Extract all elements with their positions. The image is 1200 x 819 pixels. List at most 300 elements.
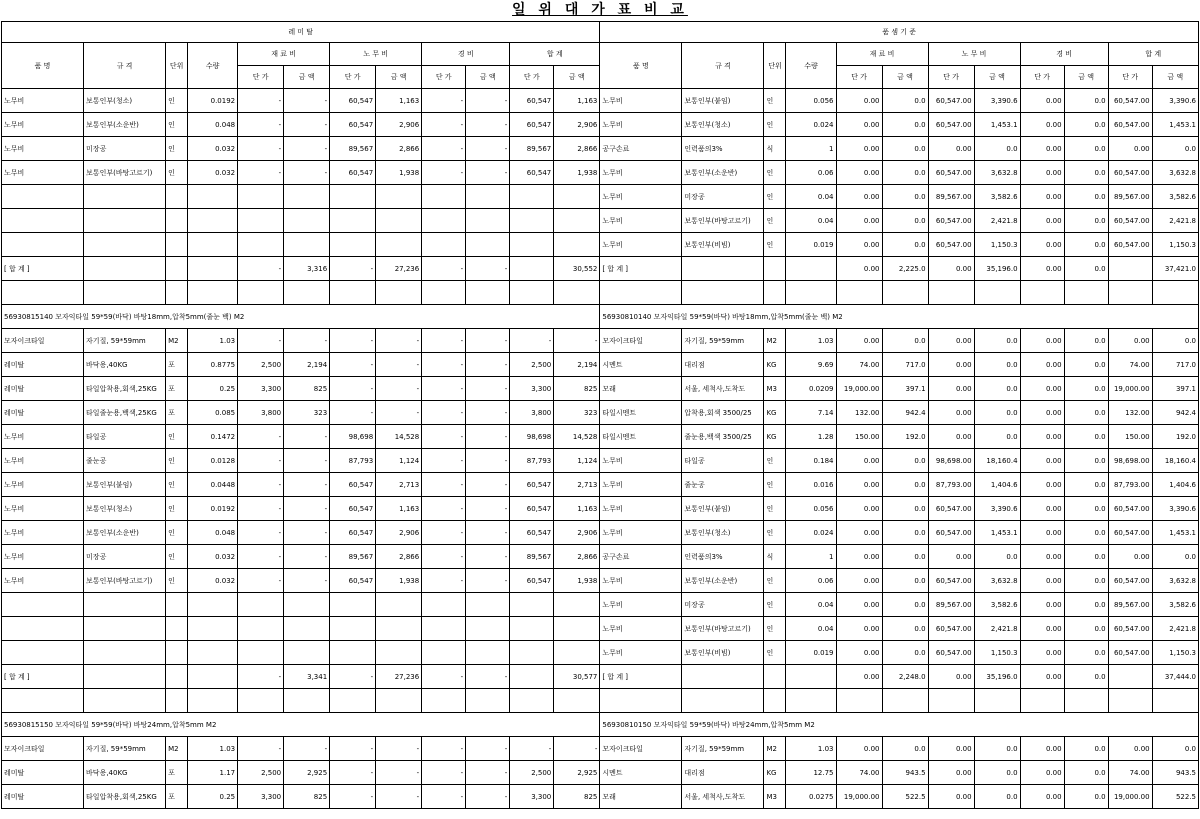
total-price: 98,698.00	[1108, 449, 1152, 473]
item-qty: 7.14	[786, 401, 836, 425]
item-unit: 인	[764, 473, 786, 497]
labor-price: 89,567.00	[928, 185, 974, 209]
item-spec: 보통인부(바탕고르기)	[682, 209, 764, 233]
item-name	[2, 281, 84, 305]
item-qty: 1.03	[786, 737, 836, 761]
item-unit	[166, 641, 188, 665]
expense-price: 0.00	[1020, 425, 1064, 449]
labor-price: 60,547.00	[928, 617, 974, 641]
expense-amount: 0.0	[1064, 425, 1108, 449]
material-amount	[284, 593, 330, 617]
labor-amount	[974, 689, 1020, 713]
table-row	[2, 209, 1199, 233]
labor-amount: 0.0	[974, 737, 1020, 761]
item-unit: 인	[166, 113, 188, 137]
item-qty: 0.06	[786, 569, 836, 593]
labor-amount: 35,196.0	[974, 665, 1020, 689]
material-amount	[284, 617, 330, 641]
labor-price	[330, 209, 376, 233]
labor-price	[928, 689, 974, 713]
material-amount	[284, 281, 330, 305]
labor-price: 60,547	[330, 89, 376, 113]
expense-price: 0.00	[1020, 353, 1064, 377]
labor-amount: 0.0	[974, 425, 1020, 449]
expense-amount: 0.0	[1064, 209, 1108, 233]
item-name: 모자이크타일	[600, 737, 682, 761]
labor-amount: 2,866	[376, 137, 422, 161]
total-price: 60,547	[510, 161, 554, 185]
expense-price	[422, 185, 466, 209]
header-labor: 노 무 비	[330, 43, 422, 66]
expense-amount: 0.0	[1064, 785, 1108, 809]
total-price: 19,000.00	[1108, 785, 1152, 809]
item-unit	[166, 209, 188, 233]
labor-price: -	[330, 377, 376, 401]
material-amount: 0.0	[882, 185, 928, 209]
material-amount: 0.0	[882, 473, 928, 497]
expense-price: 0.00	[1020, 185, 1064, 209]
labor-amount: 2,421.8	[974, 209, 1020, 233]
material-price: 150.00	[836, 425, 882, 449]
item-name: [ 합 계 ]	[2, 665, 84, 689]
total-amount: 0.0	[1152, 329, 1198, 353]
total-amount	[1152, 281, 1198, 305]
header-price: 단 가	[510, 66, 554, 89]
total-price: 60,547.00	[1108, 113, 1152, 137]
item-spec: 보통인부(바탕고르기)	[682, 617, 764, 641]
labor-price: 0.00	[928, 665, 974, 689]
material-price	[238, 641, 284, 665]
item-unit: 인	[764, 161, 786, 185]
total-amount: 943.5	[1152, 761, 1198, 785]
total-price	[510, 617, 554, 641]
item-unit: 인	[166, 89, 188, 113]
expense-amount	[466, 617, 510, 641]
item-qty: 0.04	[786, 617, 836, 641]
labor-price	[330, 233, 376, 257]
item-unit: KG	[764, 761, 786, 785]
expense-amount: -	[466, 665, 510, 689]
material-amount: 825	[284, 377, 330, 401]
labor-price: 98,698	[330, 425, 376, 449]
expense-price: 0.00	[1020, 545, 1064, 569]
item-unit: 인	[764, 89, 786, 113]
labor-amount: 1,163	[376, 497, 422, 521]
total-price: 2,500	[510, 353, 554, 377]
item-unit: 포	[166, 761, 188, 785]
item-unit	[166, 281, 188, 305]
total-price: 60,547.00	[1108, 161, 1152, 185]
expense-amount: -	[466, 161, 510, 185]
item-qty	[188, 665, 238, 689]
material-price	[238, 185, 284, 209]
expense-amount: 0.0	[1064, 593, 1108, 617]
item-unit	[166, 593, 188, 617]
item-qty	[786, 281, 836, 305]
item-name	[2, 617, 84, 641]
total-price: 19,000.00	[1108, 377, 1152, 401]
labor-price: 60,547.00	[928, 641, 974, 665]
total-price: 60,547.00	[1108, 89, 1152, 113]
expense-price	[1020, 281, 1064, 305]
total-price: 150.00	[1108, 425, 1152, 449]
header-spec: 규 격	[84, 43, 166, 89]
item-unit: 인	[166, 425, 188, 449]
expense-price: 0.00	[1020, 89, 1064, 113]
expense-price: 0.00	[1020, 401, 1064, 425]
item-unit: 식	[764, 137, 786, 161]
material-amount: 397.1	[882, 377, 928, 401]
material-price: 74.00	[836, 353, 882, 377]
item-spec: 타일압착용,회색,25KG	[84, 377, 166, 401]
material-price: -	[238, 89, 284, 113]
expense-price: -	[422, 761, 466, 785]
total-amount: 2,866	[554, 545, 600, 569]
item-unit: 인	[166, 569, 188, 593]
labor-price: 60,547.00	[928, 233, 974, 257]
material-amount: -	[284, 137, 330, 161]
header-total: 합 계	[510, 43, 600, 66]
header-amount: 금 액	[554, 66, 600, 89]
labor-price: 87,793	[330, 449, 376, 473]
expense-amount: 0.0	[1064, 617, 1108, 641]
item-name: 노무비	[2, 545, 84, 569]
labor-amount: 3,390.6	[974, 89, 1020, 113]
table-row	[2, 281, 1199, 305]
item-qty	[188, 281, 238, 305]
item-name: 모자이크타일	[600, 329, 682, 353]
total-price: 60,547.00	[1108, 497, 1152, 521]
labor-amount	[974, 281, 1020, 305]
material-price: 0.00	[836, 209, 882, 233]
item-unit: 인	[764, 569, 786, 593]
total-price: 60,547	[510, 521, 554, 545]
total-price: 132.00	[1108, 401, 1152, 425]
material-amount: -	[284, 497, 330, 521]
item-spec	[84, 209, 166, 233]
total-amount	[554, 209, 600, 233]
table-row	[2, 521, 1199, 545]
item-spec: 인력품의3%	[682, 545, 764, 569]
total-amount: 1,938	[554, 161, 600, 185]
header-amount: 금 액	[1152, 66, 1198, 89]
section-row	[2, 305, 1199, 329]
header-price: 단 가	[422, 66, 466, 89]
header-material: 재 료 비	[836, 43, 928, 66]
item-spec: 자기질, 59*59mm	[84, 329, 166, 353]
item-unit: 인	[764, 449, 786, 473]
total-amount: 1,163	[554, 497, 600, 521]
total-price: 89,567	[510, 545, 554, 569]
item-name: 노무비	[600, 233, 682, 257]
item-qty	[188, 209, 238, 233]
item-unit: KG	[764, 401, 786, 425]
table-row	[2, 377, 1199, 401]
labor-amount: 0.0	[974, 377, 1020, 401]
labor-amount: 3,582.6	[974, 593, 1020, 617]
item-unit: 인	[764, 641, 786, 665]
table-row	[2, 161, 1199, 185]
expense-amount: -	[466, 329, 510, 353]
table-row	[2, 473, 1199, 497]
expense-amount: 0.0	[1064, 521, 1108, 545]
labor-amount: 0.0	[974, 785, 1020, 809]
expense-amount: 0.0	[1064, 665, 1108, 689]
expense-amount: -	[466, 737, 510, 761]
expense-price: 0.00	[1020, 521, 1064, 545]
item-qty: 12.75	[786, 761, 836, 785]
total-price	[1108, 689, 1152, 713]
expense-amount	[466, 209, 510, 233]
total-amount: 717.0	[1152, 353, 1198, 377]
total-price: 74.00	[1108, 353, 1152, 377]
table-row	[2, 425, 1199, 449]
material-amount	[284, 689, 330, 713]
item-name: 노무비	[2, 521, 84, 545]
item-qty: 1	[786, 545, 836, 569]
material-amount	[284, 641, 330, 665]
labor-price: 0.00	[928, 545, 974, 569]
material-amount: -	[284, 329, 330, 353]
total-price	[510, 209, 554, 233]
item-qty: 0.048	[188, 521, 238, 545]
expense-price	[422, 593, 466, 617]
item-unit: 인	[166, 161, 188, 185]
item-spec: 바닥용,40KG	[84, 353, 166, 377]
expense-amount: 0.0	[1064, 329, 1108, 353]
table-row	[2, 617, 1199, 641]
total-price: 60,547.00	[1108, 209, 1152, 233]
total-amount: 0.0	[1152, 737, 1198, 761]
labor-amount: 1,453.1	[974, 521, 1020, 545]
total-amount: 192.0	[1152, 425, 1198, 449]
expense-price	[422, 281, 466, 305]
labor-price: 0.00	[928, 785, 974, 809]
labor-price: 60,547.00	[928, 209, 974, 233]
labor-price: 0.00	[928, 737, 974, 761]
header-amount: 금 액	[284, 66, 330, 89]
labor-price	[330, 617, 376, 641]
material-price	[238, 689, 284, 713]
expense-amount: -	[466, 257, 510, 281]
labor-amount: -	[376, 377, 422, 401]
table-row	[2, 185, 1199, 209]
total-amount: 1,150.3	[1152, 641, 1198, 665]
material-price: 19,000.00	[836, 377, 882, 401]
expense-amount	[1064, 689, 1108, 713]
table-row	[2, 497, 1199, 521]
expense-price: -	[422, 329, 466, 353]
material-amount: 0.0	[882, 137, 928, 161]
item-unit	[166, 689, 188, 713]
item-unit	[166, 617, 188, 641]
item-qty: 0.019	[786, 233, 836, 257]
material-amount: 0.0	[882, 569, 928, 593]
material-amount: 0.0	[882, 449, 928, 473]
item-name: 레미탈	[2, 761, 84, 785]
material-price	[238, 233, 284, 257]
table-body	[2, 89, 1199, 809]
item-unit: 인	[166, 137, 188, 161]
total-amount: -	[554, 329, 600, 353]
item-unit	[764, 257, 786, 281]
expense-price: 0.00	[1020, 737, 1064, 761]
item-spec	[84, 257, 166, 281]
expense-amount: -	[466, 521, 510, 545]
item-unit: 인	[764, 113, 786, 137]
total-amount: 825	[554, 785, 600, 809]
item-spec: 보통인부(소운반)	[84, 113, 166, 137]
total-price: 60,547	[510, 569, 554, 593]
item-spec: 보통인부(소운반)	[682, 161, 764, 185]
material-amount: -	[284, 473, 330, 497]
total-price	[510, 641, 554, 665]
labor-price	[330, 281, 376, 305]
total-price	[510, 257, 554, 281]
labor-amount: -	[376, 737, 422, 761]
item-qty	[188, 689, 238, 713]
item-qty: 0.032	[188, 161, 238, 185]
expense-amount: 0.0	[1064, 569, 1108, 593]
material-price	[238, 209, 284, 233]
expense-amount	[466, 233, 510, 257]
item-name: 노무비	[600, 497, 682, 521]
labor-price: -	[330, 785, 376, 809]
labor-price: 98,698.00	[928, 449, 974, 473]
labor-price: -	[330, 329, 376, 353]
labor-price: 89,567	[330, 545, 376, 569]
labor-price: 0.00	[928, 329, 974, 353]
expense-amount: 0.0	[1064, 257, 1108, 281]
material-price: -	[238, 113, 284, 137]
item-unit: M2	[764, 329, 786, 353]
labor-amount: 1,124	[376, 449, 422, 473]
labor-amount: 0.0	[974, 545, 1020, 569]
header-amount: 금 액	[466, 66, 510, 89]
expense-amount: 0.0	[1064, 641, 1108, 665]
expense-amount: 0.0	[1064, 761, 1108, 785]
material-amount: 0.0	[882, 593, 928, 617]
labor-price: 60,547	[330, 161, 376, 185]
table-row	[2, 593, 1199, 617]
expense-amount: 0.0	[1064, 233, 1108, 257]
item-spec: 보통인부(청소)	[84, 497, 166, 521]
item-name: [ 합 계 ]	[600, 665, 682, 689]
material-amount	[284, 209, 330, 233]
item-unit	[764, 665, 786, 689]
labor-price: 0.00	[928, 377, 974, 401]
total-amount: 3,632.8	[1152, 569, 1198, 593]
total-price: 3,800	[510, 401, 554, 425]
item-name	[2, 233, 84, 257]
item-spec: 보통인부(붙임)	[84, 473, 166, 497]
header-price: 단 가	[836, 66, 882, 89]
item-spec: 보통인부(비빔)	[682, 233, 764, 257]
total-price: 87,793.00	[1108, 473, 1152, 497]
item-qty: 1.17	[188, 761, 238, 785]
table-row	[2, 545, 1199, 569]
total-amount: 522.5	[1152, 785, 1198, 809]
item-qty	[786, 689, 836, 713]
total-amount: 942.4	[1152, 401, 1198, 425]
item-name: 노무비	[600, 89, 682, 113]
labor-amount: -	[376, 761, 422, 785]
material-price: 0.00	[836, 497, 882, 521]
item-unit: 인	[166, 473, 188, 497]
item-unit: M2	[166, 329, 188, 353]
expense-price: 0.00	[1020, 377, 1064, 401]
item-spec: 미장공	[682, 185, 764, 209]
item-spec	[682, 257, 764, 281]
item-spec: 보통인부(바탕고르기)	[84, 569, 166, 593]
header-row-categories	[2, 43, 1199, 66]
expense-price	[422, 209, 466, 233]
total-price: 60,547.00	[1108, 641, 1152, 665]
item-spec: 미장공	[84, 137, 166, 161]
item-qty: 0.024	[786, 113, 836, 137]
expense-amount	[466, 689, 510, 713]
expense-price: 0.00	[1020, 593, 1064, 617]
item-spec	[682, 665, 764, 689]
expense-price: 0.00	[1020, 329, 1064, 353]
material-price	[238, 617, 284, 641]
total-price: -	[510, 737, 554, 761]
item-spec: 자기질, 59*59mm	[682, 737, 764, 761]
item-qty: 0.032	[188, 137, 238, 161]
material-amount: 2,225.0	[882, 257, 928, 281]
material-price: -	[238, 545, 284, 569]
header-qty: 수량	[188, 43, 238, 89]
material-amount: 0.0	[882, 329, 928, 353]
item-unit	[166, 185, 188, 209]
labor-amount: 1,150.3	[974, 641, 1020, 665]
expense-amount: -	[466, 569, 510, 593]
total-price: 3,300	[510, 785, 554, 809]
material-amount: 0.0	[882, 113, 928, 137]
item-spec: 타일줄눈용,백색,25KG	[84, 401, 166, 425]
total-price: 89,567	[510, 137, 554, 161]
total-amount	[554, 185, 600, 209]
total-amount: -	[554, 737, 600, 761]
item-name: 모래	[600, 377, 682, 401]
item-name: 노무비	[600, 569, 682, 593]
section-row	[2, 713, 1199, 737]
item-name: 타일시멘트	[600, 425, 682, 449]
section-title: 56930810150 모자익타일 59*59(바닥) 바탕24mm,압착5mm M2	[600, 713, 1199, 737]
item-name: 노무비	[600, 161, 682, 185]
item-spec: 인력품의3%	[682, 137, 764, 161]
total-price: 60,547	[510, 89, 554, 113]
item-spec	[84, 665, 166, 689]
labor-amount: 2,421.8	[974, 617, 1020, 641]
material-price: 0.00	[836, 329, 882, 353]
expense-amount: -	[466, 761, 510, 785]
item-spec	[84, 641, 166, 665]
header-price: 단 가	[330, 66, 376, 89]
expense-price	[422, 641, 466, 665]
labor-amount: 2,906	[376, 113, 422, 137]
labor-price: 0.00	[928, 257, 974, 281]
item-unit: 포	[166, 401, 188, 425]
total-amount: 1,453.1	[1152, 521, 1198, 545]
labor-price: 60,547	[330, 113, 376, 137]
item-name: 모자이크타일	[2, 737, 84, 761]
labor-amount: 3,390.6	[974, 497, 1020, 521]
total-price	[510, 665, 554, 689]
total-amount: 0.0	[1152, 545, 1198, 569]
material-price: 0.00	[836, 545, 882, 569]
item-qty: 1.03	[188, 737, 238, 761]
